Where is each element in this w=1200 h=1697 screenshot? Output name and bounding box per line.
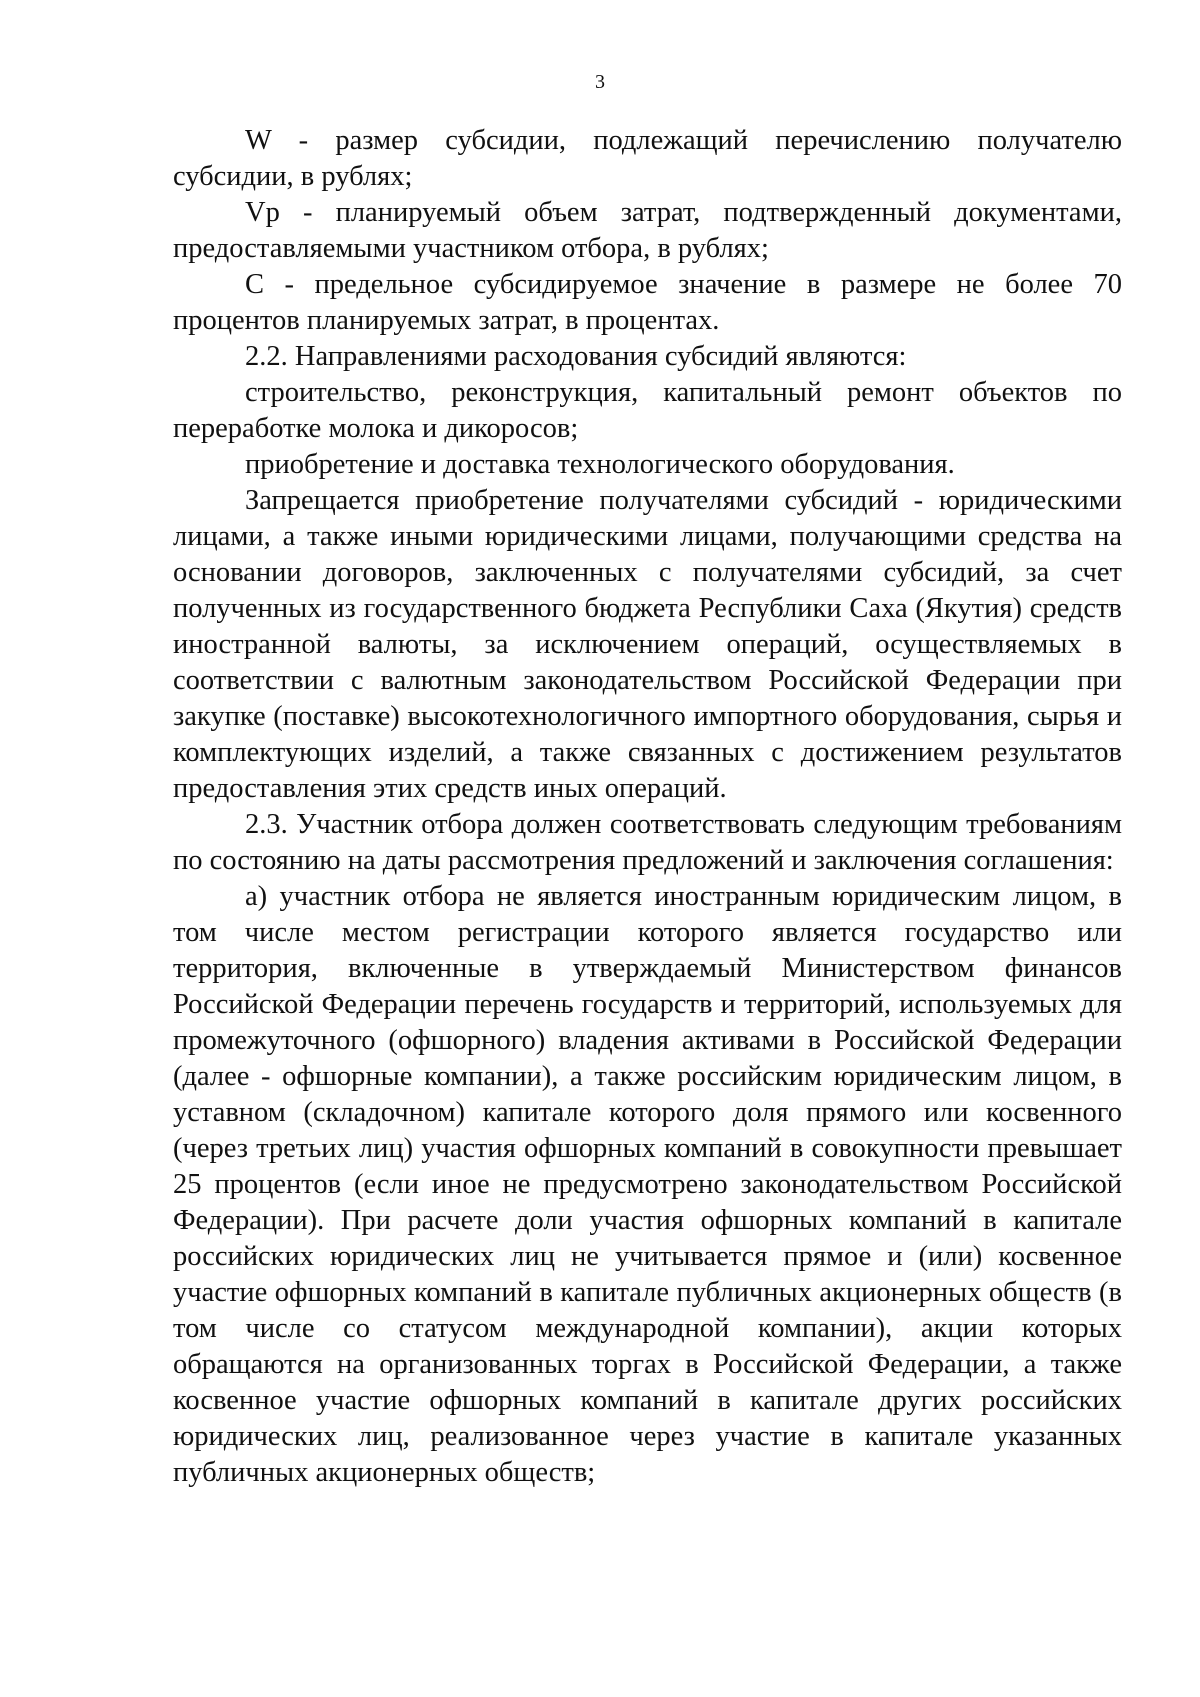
paragraph-vp-definition: Vp - планируемый объем затрат, подтвержденный документами, предоставляемыми участником отбора, в рублях;: [173, 197, 1122, 264]
paragraph-section-2-3: 2.3. Участник отбора должен соответствовать следующим требованиям по состоянию на даты рассмотрения предложений и заключения соглашения:: [173, 809, 1122, 876]
document-body: [173, 123, 1122, 1491]
paragraph-w-definition: W - размер субсидии, подлежащий перечислению получателю субсидии, в рублях;: [173, 125, 1122, 192]
page-number: 3: [595, 71, 605, 93]
paragraph-construction-direction: строительство, реконструкция, капитальный ремонт объектов по переработке молока и дикоросов;: [173, 377, 1122, 444]
paragraph-c-definition: С - предельное субсидируемое значение в размере не более 70 процентов планируемых затрат, в процентах.: [173, 269, 1122, 336]
paragraph-section-2-2: 2.2. Направлениями расходования субсидий являются:: [245, 341, 907, 372]
paragraph-equipment-direction: приобретение и доставка технологического оборудования.: [245, 449, 955, 480]
paragraph-requirement-a: а) участник отбора не является иностранным юридическим лицом, в том числе местом регистрации которого является государство или территория, включенные в утверждаемый Министерством финансов Российской Федерации перечень государств и территорий, используемых для промежуточного (офшорного) владения активами в Российской Федерации (далее - офшорные компании), а также российским юридическим лицом, в уставном (складочном) капитале которого доля прямого или косвенного (через третьих лиц) участия офшорных компаний в совокупности превышает 25 процентов (если иное не предусмотрено законодательством Российской Федерации). При расчете доли участия офшорных компаний в капитале российских юридических лиц не учитывается прямое и (или) косвенное участие офшорных компаний в капитале публичных акционерных обществ (в том числе со статусом международной компании), акции которых обращаются на организованных торгах в Российской Федерации, а также косвенное участие офшорных компаний в капитале других российских юридических лиц, реализованное через участие в капитале указанных публичных акционерных обществ;: [173, 881, 1122, 1488]
paragraph-currency-prohibition: Запрещается приобретение получателями субсидий - юридическими лицами, а также иными юридическими лицами, получающими средства на основании договоров, заключенных с получателями субсидий, за счет полученных из государственного бюджета Республики Саха (Якутия) средств иностранной валюты, за исключением операций, осуществляемых в соответствии с валютным законодательством Российской Федерации при закупке (поставке) высокотехнологичного импортного оборудования, сырья и комплектующих изделий, а также связанных с достижением результатов предоставления этих средств иных операций.: [173, 485, 1122, 804]
